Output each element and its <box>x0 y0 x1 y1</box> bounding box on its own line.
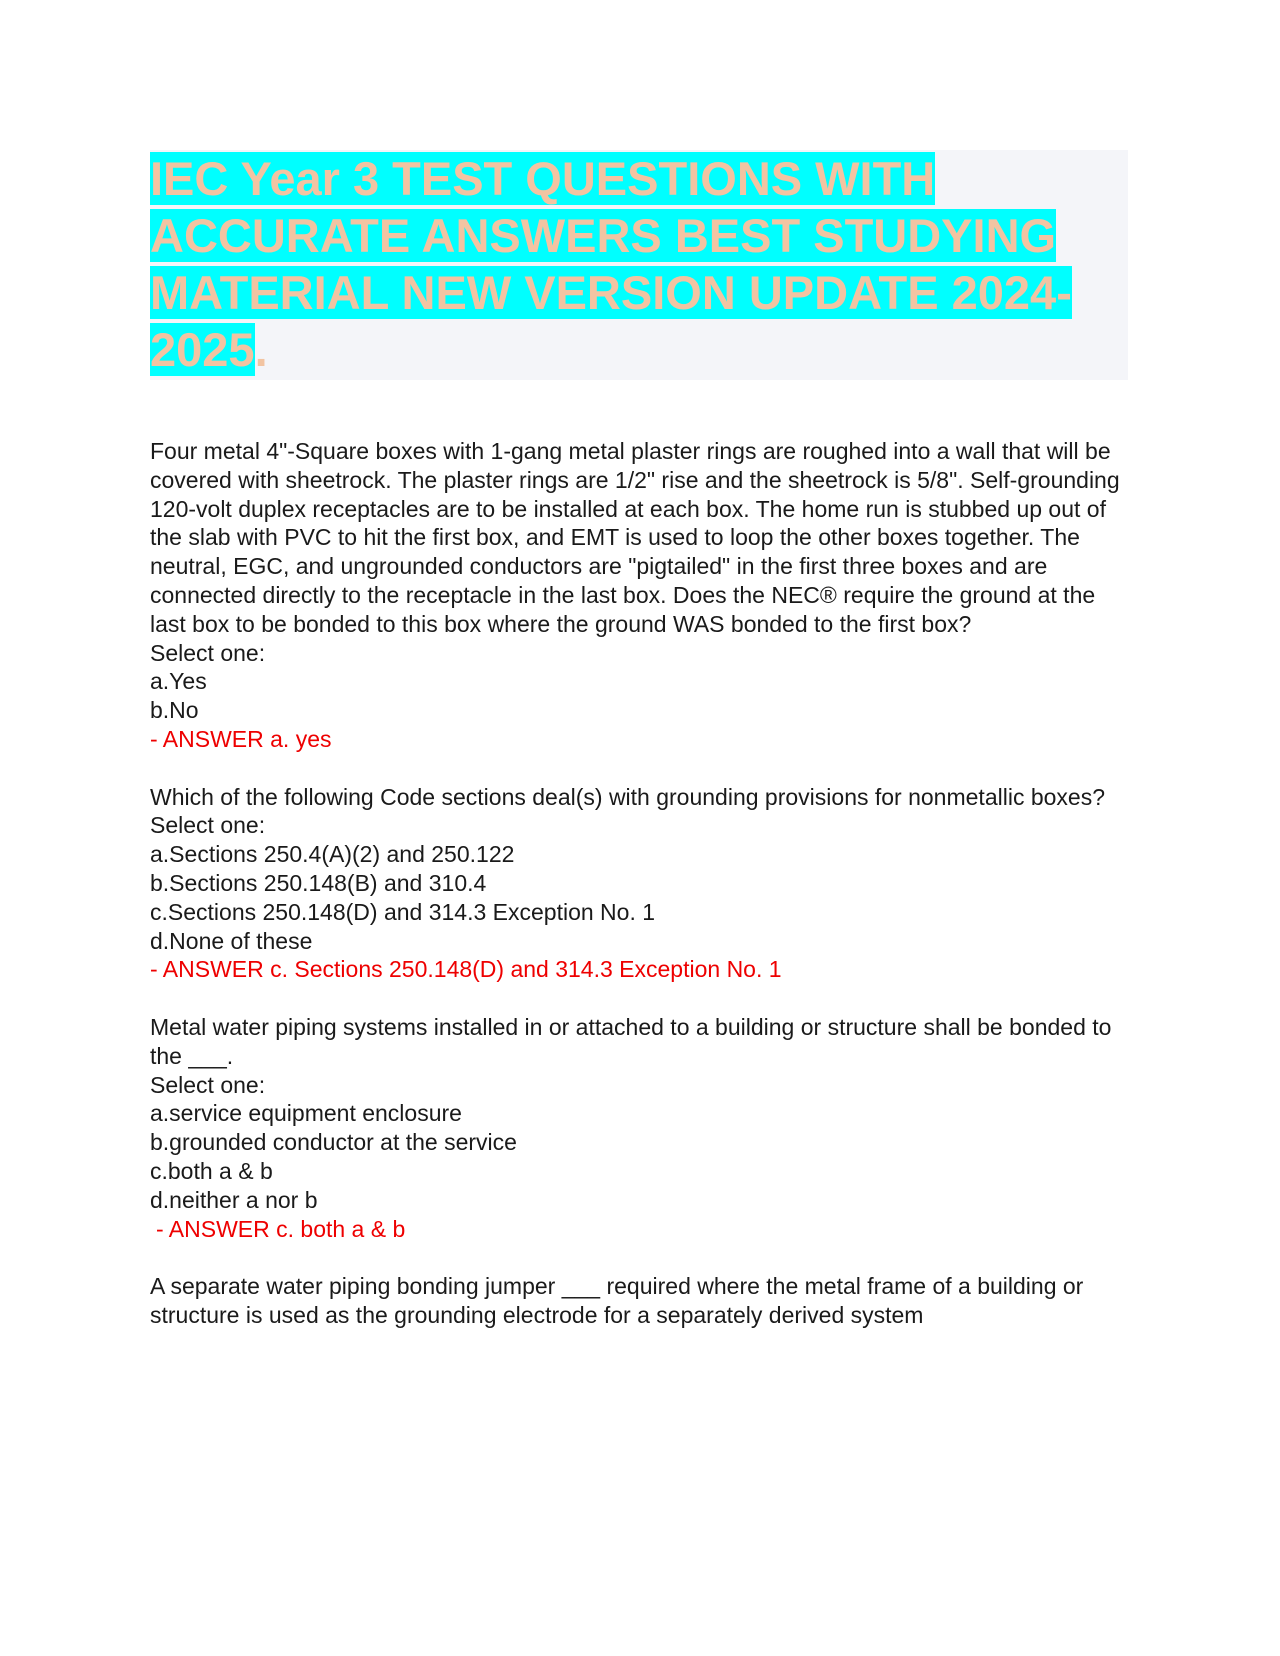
title-highlight: IEC Year 3 TEST QUESTIONS WITH ACCURATE ANSWERS BEST STUDYING MATERIAL NEW VERSION UPDATE 2024-2025 <box>150 152 1072 376</box>
question-block-3 <box>150 1013 1130 1243</box>
question-block-1 <box>150 437 1130 754</box>
option-b: b.No <box>150 697 199 724</box>
answer-text: - ANSWER a. yes <box>150 725 332 752</box>
answer-text: - ANSWER c. both a & b <box>156 1215 406 1242</box>
question-text: Metal water piping systems installed in or attached to a building or structure shall be bonded to the ___. <box>150 1013 1112 1069</box>
question-block-2 <box>150 783 1130 985</box>
option-d: d.neither a nor b <box>150 1186 318 1213</box>
option-b: b.grounded conductor at the service <box>150 1129 517 1156</box>
option-b: b.Sections 250.148(B) and 310.4 <box>150 869 487 896</box>
document-title <box>150 150 1128 378</box>
option-c: c.Sections 250.148(D) and 314.3 Exception No. 1 <box>150 898 656 925</box>
option-c: c.both a & b <box>150 1157 273 1184</box>
select-prompt: Select one: <box>150 1071 266 1098</box>
select-prompt: Select one: <box>150 639 266 666</box>
select-prompt: Select one: <box>150 812 266 839</box>
option-a: a.Yes <box>150 668 207 695</box>
title-block <box>150 150 1128 380</box>
answer-text: - ANSWER c. Sections 250.148(D) and 314.3 Exception No. 1 <box>150 956 782 983</box>
option-a: a.service equipment enclosure <box>150 1100 462 1127</box>
document-body <box>150 437 1130 1359</box>
option-a: a.Sections 250.4(A)(2) and 250.122 <box>150 841 515 868</box>
title-trailing-period: . <box>254 323 268 376</box>
question-text: Four metal 4"-Square boxes with 1-gang metal plaster rings are roughed into a wall that will be covered with sheetrock. The plaster rings are 1/2" rise and the sheetrock is 5/8". Self-grounding 120-volt duplex receptacles are to be installed at each box. The home run is stubbed up out of the slab with PVC to hit the first box, and EMT is used to loop the other boxes together. The neutral, EGC, and ungrounded conductors are "pigtailed" in the first three boxes and are connected directly to the receptacle in the last box. Does the NEC® require the ground at the last box to be bonded to this box where the ground WAS bonded to the first box? <box>150 438 1120 637</box>
question-block-4 <box>150 1272 1130 1330</box>
option-d: d.None of these <box>150 927 313 954</box>
question-text: A separate water piping bonding jumper ___ required where the metal frame of a building or structure is used as the grounding electrode for a separately derived system <box>150 1273 1084 1328</box>
question-text: Which of the following Code sections deal(s) with grounding provisions for nonmetallic boxes? <box>150 783 1105 810</box>
